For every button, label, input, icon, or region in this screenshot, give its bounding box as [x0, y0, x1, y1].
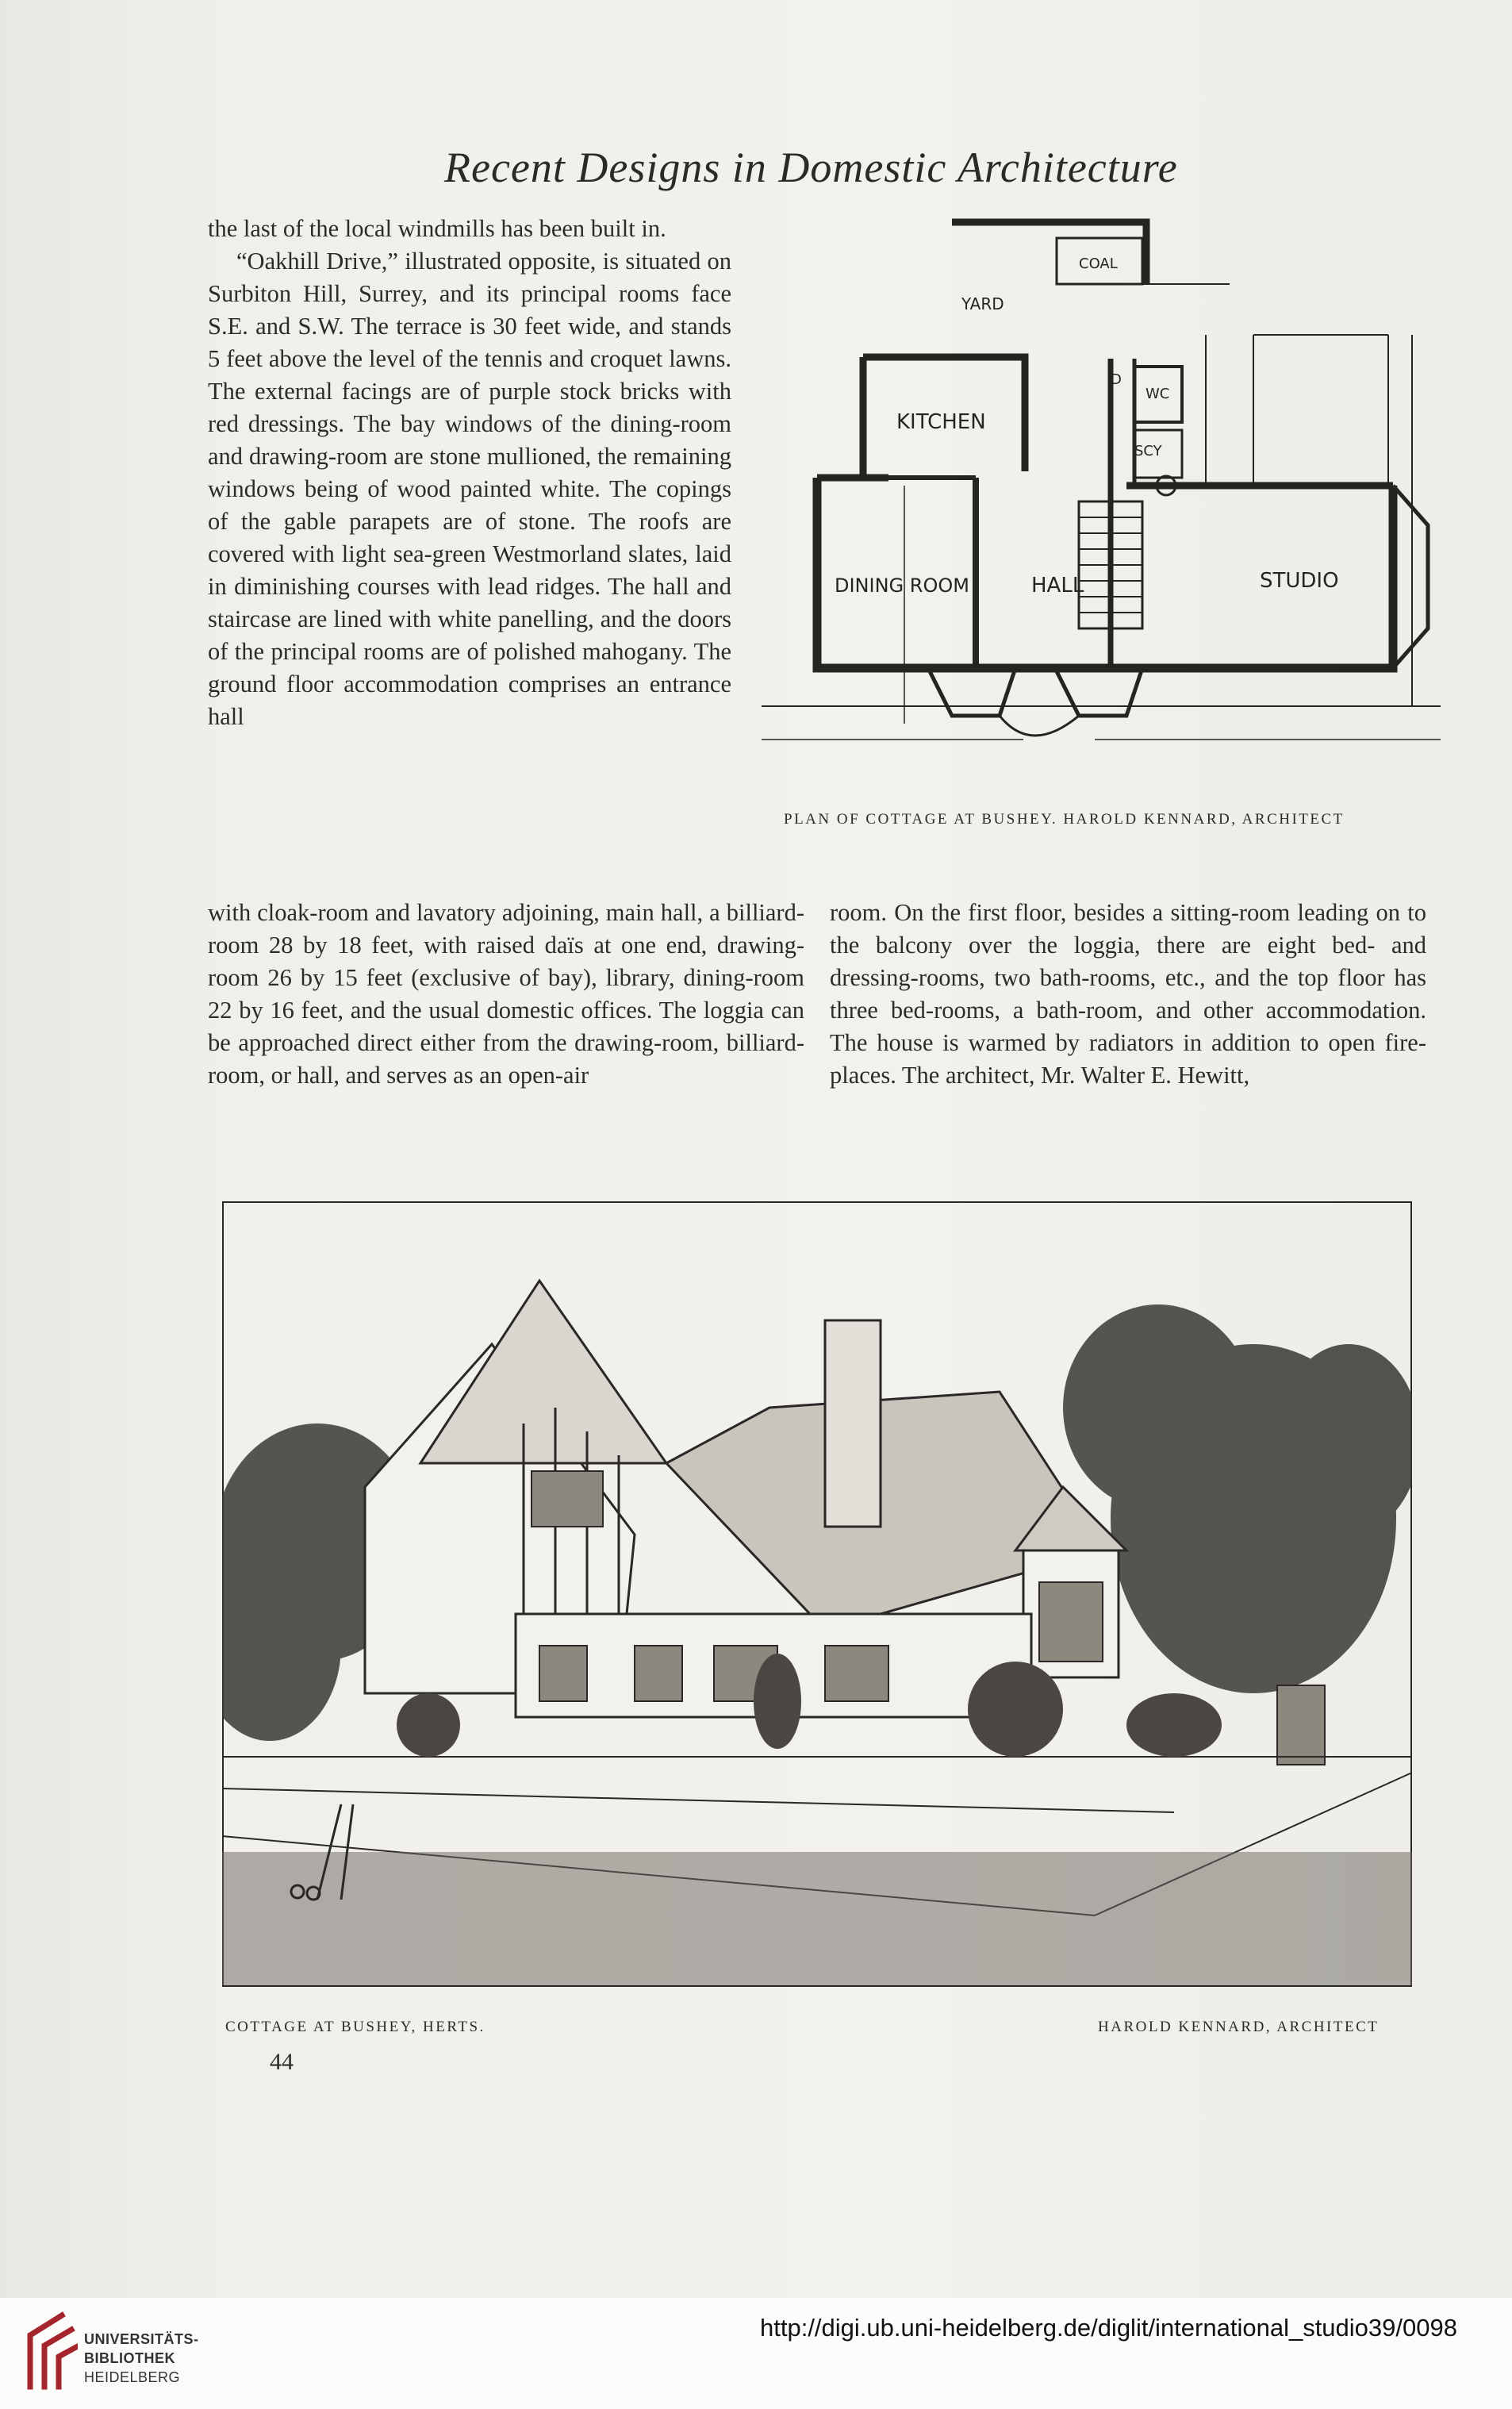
- paragraph-oakhill-drive: “Oakhill Drive,” illustrated opposite, is situated on Surbiton Hill, Surrey, and its principal rooms face S.E. and S.W. The terrace is 30 feet wide, and stands 5 feet above the level of the tennis and croquet lawns. The external facings are of purple stock bricks with red dressings. The bay windows of the dining-room and drawing-room are stone mullioned, the remaining windows being of wood painted white. The copings of the gable parapets are of stone. The roofs are covered with light sea-green Westmorland slates, laid in diminishing courses with lead ridges. The hall and staircase are lined with white panelling, and the doors of the principal rooms are of polished mahogany. The ground floor accommodation comprises an entrance hall: [208, 248, 731, 730]
- logo-text-line3: HEIDELBERG: [84, 2369, 181, 2385]
- logo-text-line1: UNIVERSITÄTS-: [84, 2331, 199, 2347]
- plan-caption: PLAN OF COTTAGE AT BUSHEY. HAROLD KENNARD, ARCHITECT: [784, 811, 1345, 828]
- right-column-bottom-text: room. On the first floor, besides a sitting-room leading on to the balcony over the loggia, there are eight bed- and dressing-rooms, two bath-rooms, etc., and the top floor has three bed-rooms, a bath-room, and other accommodation. The house is warmed by radiators in addition to open fire-places. The architect, Mr. Walter E. Hewitt,: [830, 899, 1426, 1089]
- plan-label-yard: YARD: [961, 294, 1004, 313]
- plan-label-kitchen: KITCHEN: [896, 410, 986, 434]
- paragraph-windmills: the last of the local windmills has been built in.: [208, 215, 666, 242]
- page-number: 44: [270, 2049, 294, 2075]
- plan-label-wc: WC: [1146, 386, 1170, 402]
- digitization-url-link[interactable]: http://digi.ub.uni-heidelberg.de/diglit/international_studio39/0098: [760, 2314, 1457, 2342]
- plan-label-d: D: [1111, 371, 1122, 388]
- logo-text-line2: BIBLIOTHEK: [84, 2350, 175, 2366]
- plan-label-hall: HALL: [1031, 574, 1084, 597]
- plan-label-dining-room: DINING ROOM: [835, 574, 969, 597]
- illustration-caption-right: HAROLD KENNARD, ARCHITECT: [1098, 2019, 1380, 2035]
- running-title: Recent Designs in Domestic Architecture: [444, 144, 1178, 191]
- left-column-bottom-text: with cloak-room and lavatory adjoining, main hall, a billiard-room 28 by 18 feet, with raised daïs at one end, drawing-room 26 by 15 feet (exclusive of bay), library, dining-room 22 by 16 feet, and the usual domestic offices. The loggia can be approached direct either from the drawing-room, billiard-room, or hall, and serves as an open-air: [208, 899, 804, 1089]
- plan-label-studio: STUDIO: [1260, 569, 1339, 593]
- plan-label-coal: COAL: [1079, 256, 1118, 272]
- left-column-top-text: [208, 213, 731, 733]
- illustration-caption-left: COTTAGE AT BUSHEY, HERTS.: [225, 2019, 485, 2035]
- floor-plan: [762, 216, 1441, 771]
- plan-label-scy: SCY: [1134, 443, 1162, 459]
- library-logo-icon: [14, 2307, 78, 2395]
- cottage-illustration: [222, 1201, 1412, 1987]
